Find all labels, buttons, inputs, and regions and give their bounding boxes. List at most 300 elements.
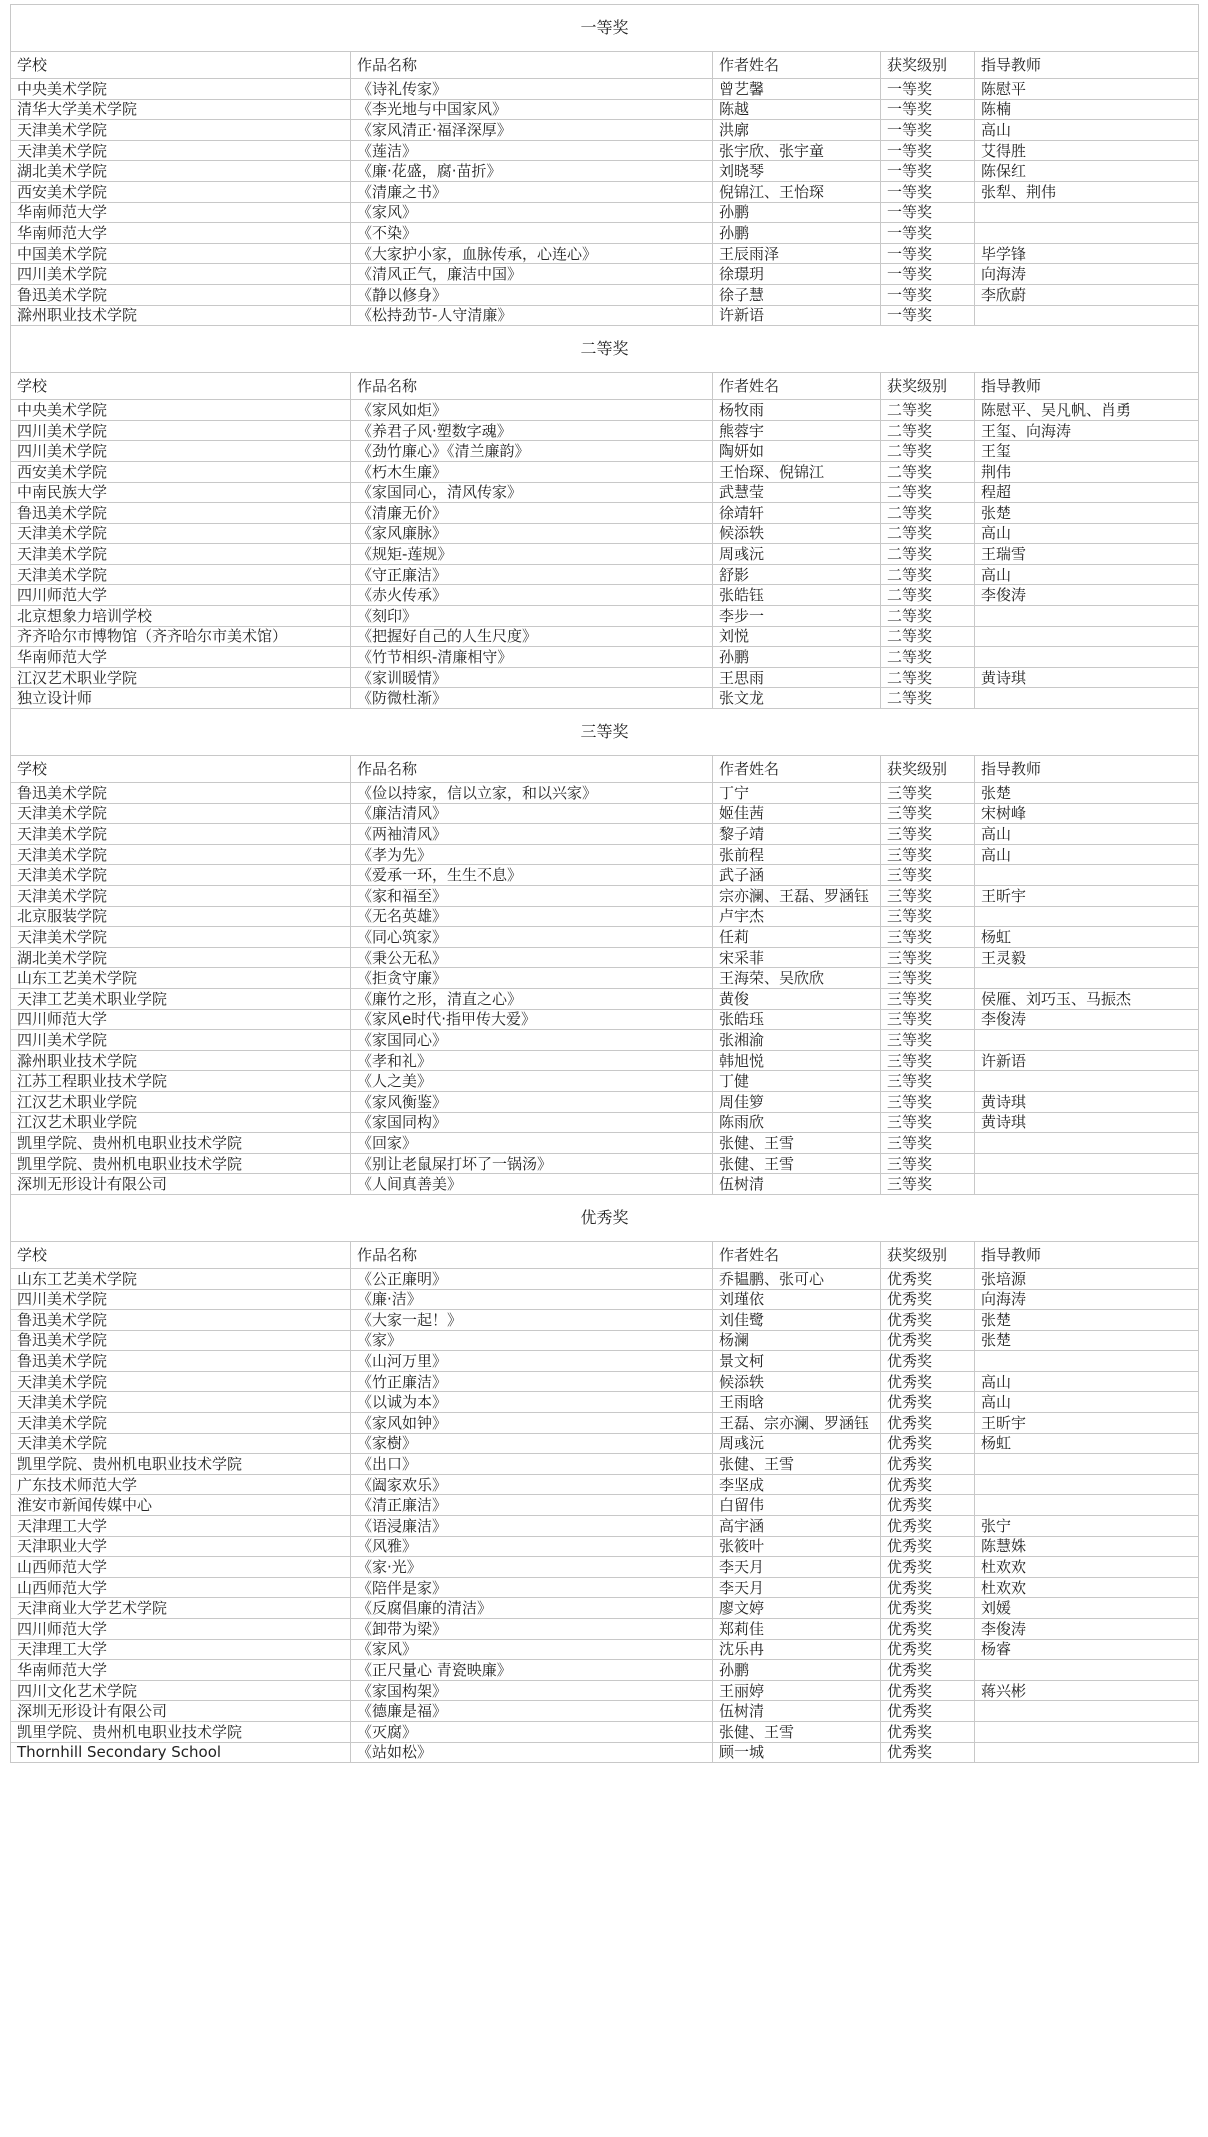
author-cell: 景文柯: [713, 1351, 881, 1372]
table-row: [11, 1495, 1199, 1516]
work-title-cell: 《卸带为梁》: [351, 1619, 713, 1640]
author-cell: 韩旭悦: [713, 1050, 881, 1071]
author-cell: 沈乐冉: [713, 1639, 881, 1660]
author-cell: 徐璟玥: [713, 264, 881, 285]
school-cell: 天津美术学院: [11, 1413, 351, 1434]
work-title-cell: 《家风如炬》: [351, 400, 713, 421]
section-title-row: [11, 5, 1199, 52]
award-level-cell: 三等奖: [881, 865, 975, 886]
award-level-cell: 一等奖: [881, 161, 975, 182]
table-row: [11, 1701, 1199, 1722]
work-title-cell: 《家国同心，清风传家》: [351, 482, 713, 503]
award-level-cell: 优秀奖: [881, 1268, 975, 1289]
table-row: [11, 140, 1199, 161]
advisor-cell: [975, 1495, 1199, 1516]
advisor-cell: [975, 1474, 1199, 1495]
award-level-cell: 优秀奖: [881, 1310, 975, 1331]
advisor-cell: 陈慧姝: [975, 1536, 1199, 1557]
table-row: [11, 1050, 1199, 1071]
award-level-cell: 一等奖: [881, 140, 975, 161]
award-level-cell: 优秀奖: [881, 1516, 975, 1537]
school-cell: 天津美术学院: [11, 120, 351, 141]
school-cell: 天津商业大学艺术学院: [11, 1598, 351, 1619]
column-header-row: [11, 52, 1199, 79]
table-row: [11, 1639, 1199, 1660]
school-cell: 天津美术学院: [11, 544, 351, 565]
table-row: [11, 1071, 1199, 1092]
advisor-cell: [975, 968, 1199, 989]
work-title-cell: 《廉洁清风》: [351, 803, 713, 824]
award-level-cell: 二等奖: [881, 544, 975, 565]
award-level-cell: 二等奖: [881, 400, 975, 421]
author-cell: 王海荣、吴欣欣: [713, 968, 881, 989]
work-title-cell: 《爱承一环，生生不息》: [351, 865, 713, 886]
table-row: [11, 1310, 1199, 1331]
advisor-cell: 陈慰平: [975, 79, 1199, 100]
author-cell: 郑莉佳: [713, 1619, 881, 1640]
author-cell: 武慧莹: [713, 482, 881, 503]
school-cell: 湖北美术学院: [11, 161, 351, 182]
author-cell: 张皓珏: [713, 1009, 881, 1030]
award-level-cell: 优秀奖: [881, 1351, 975, 1372]
work-title-cell: 《莲洁》: [351, 140, 713, 161]
work-title-cell: 《别让老鼠屎打坏了一锅汤》: [351, 1153, 713, 1174]
advisor-cell: [975, 1174, 1199, 1195]
author-cell: 杨牧雨: [713, 400, 881, 421]
advisor-cell: [975, 1742, 1199, 1763]
advisor-cell: 刘媛: [975, 1598, 1199, 1619]
award-table: [10, 4, 1199, 1763]
school-cell: 鲁迅美术学院: [11, 1351, 351, 1372]
advisor-cell: [975, 647, 1199, 668]
school-cell: 湖北美术学院: [11, 947, 351, 968]
work-title-cell: 《刻印》: [351, 606, 713, 627]
advisor-cell: 张楚: [975, 1330, 1199, 1351]
author-cell: 白留伟: [713, 1495, 881, 1516]
author-cell: 姬佳茜: [713, 803, 881, 824]
work-title-cell: 《家风廉脉》: [351, 523, 713, 544]
advisor-cell: 张楚: [975, 1310, 1199, 1331]
advisor-cell: 高山: [975, 1392, 1199, 1413]
author-cell: 洪廓: [713, 120, 881, 141]
advisor-cell: 张楚: [975, 783, 1199, 804]
school-cell: 山西师范大学: [11, 1557, 351, 1578]
author-cell: 武子涵: [713, 865, 881, 886]
school-cell: 天津理工大学: [11, 1639, 351, 1660]
school-cell: 滁州职业技术学院: [11, 1050, 351, 1071]
table-row: [11, 606, 1199, 627]
school-cell: 天津理工大学: [11, 1516, 351, 1537]
award-level-cell: 优秀奖: [881, 1392, 975, 1413]
school-cell: 北京服装学院: [11, 906, 351, 927]
column-header-author: 作者姓名: [713, 52, 881, 79]
school-cell: 齐齐哈尔市博物馆（齐齐哈尔市美术馆）: [11, 626, 351, 647]
work-title-cell: 《家风》: [351, 1639, 713, 1660]
table-row: [11, 1112, 1199, 1133]
author-cell: 王辰雨泽: [713, 243, 881, 264]
work-title-cell: 《不染》: [351, 223, 713, 244]
table-row: [11, 1680, 1199, 1701]
work-title-cell: 《清廉无价》: [351, 503, 713, 524]
table-row: [11, 223, 1199, 244]
table-row: [11, 824, 1199, 845]
school-cell: 华南师范大学: [11, 1660, 351, 1681]
award-level-cell: 三等奖: [881, 824, 975, 845]
advisor-cell: [975, 1030, 1199, 1051]
award-level-cell: 优秀奖: [881, 1536, 975, 1557]
award-level-cell: 三等奖: [881, 947, 975, 968]
advisor-cell: 王玺、向海涛: [975, 420, 1199, 441]
author-cell: 陈越: [713, 99, 881, 120]
table-row: [11, 1660, 1199, 1681]
author-cell: 曾艺馨: [713, 79, 881, 100]
table-row: [11, 1174, 1199, 1195]
advisor-cell: 张宁: [975, 1516, 1199, 1537]
section-title-row: [11, 326, 1199, 373]
work-title-cell: 《反腐倡廉的清洁》: [351, 1598, 713, 1619]
advisor-cell: 许新语: [975, 1050, 1199, 1071]
advisor-cell: 艾得胜: [975, 140, 1199, 161]
advisor-cell: [975, 688, 1199, 709]
author-cell: 杨澜: [713, 1330, 881, 1351]
award-level-cell: 三等奖: [881, 1091, 975, 1112]
table-row: [11, 1742, 1199, 1763]
advisor-cell: 陈楠: [975, 99, 1199, 120]
award-level-cell: 优秀奖: [881, 1639, 975, 1660]
section-title: 三等奖: [11, 709, 1199, 756]
work-title-cell: 《陪伴是家》: [351, 1577, 713, 1598]
table-row: [11, 564, 1199, 585]
school-cell: 江苏工程职业技术学院: [11, 1071, 351, 1092]
table-row: [11, 783, 1199, 804]
advisor-cell: [975, 865, 1199, 886]
school-cell: 清华大学美术学院: [11, 99, 351, 120]
work-title-cell: 《廉·洁》: [351, 1289, 713, 1310]
advisor-cell: 荆伟: [975, 461, 1199, 482]
work-title-cell: 《家国同构》: [351, 1112, 713, 1133]
author-cell: 徐子慧: [713, 284, 881, 305]
award-level-cell: 三等奖: [881, 844, 975, 865]
school-cell: 广东技术师范大学: [11, 1474, 351, 1495]
column-header-row: [11, 1241, 1199, 1268]
work-title-cell: 《家》: [351, 1330, 713, 1351]
school-cell: 山西师范大学: [11, 1577, 351, 1598]
advisor-cell: 高山: [975, 1371, 1199, 1392]
column-header-work-title: 作品名称: [351, 756, 713, 783]
author-cell: 高宇涵: [713, 1516, 881, 1537]
school-cell: 凯里学院、贵州机电职业技术学院: [11, 1454, 351, 1475]
work-title-cell: 《廉竹之形，清直之心》: [351, 988, 713, 1009]
award-level-cell: 二等奖: [881, 441, 975, 462]
author-cell: 黎子靖: [713, 824, 881, 845]
award-level-cell: 二等奖: [881, 585, 975, 606]
table-row: [11, 585, 1199, 606]
table-row: [11, 865, 1199, 886]
award-level-cell: 优秀奖: [881, 1495, 975, 1516]
work-title-cell: 《清廉之书》: [351, 181, 713, 202]
work-title-cell: 《养君子风·塑数字魂》: [351, 420, 713, 441]
advisor-cell: 向海涛: [975, 264, 1199, 285]
work-title-cell: 《家训暖情》: [351, 667, 713, 688]
advisor-cell: 张楚: [975, 503, 1199, 524]
work-title-cell: 《清风正气，廉洁中国》: [351, 264, 713, 285]
work-title-cell: 《清正廉洁》: [351, 1495, 713, 1516]
school-cell: 西安美术学院: [11, 461, 351, 482]
author-cell: 熊蓉宇: [713, 420, 881, 441]
school-cell: 天津美术学院: [11, 1392, 351, 1413]
work-title-cell: 《站如松》: [351, 1742, 713, 1763]
award-level-cell: 一等奖: [881, 79, 975, 100]
author-cell: 卢宇杰: [713, 906, 881, 927]
school-cell: 天津美术学院: [11, 844, 351, 865]
advisor-cell: 李俊涛: [975, 1009, 1199, 1030]
advisor-cell: 黄诗琪: [975, 667, 1199, 688]
award-level-cell: 三等奖: [881, 1153, 975, 1174]
column-header-award-level: 获奖级别: [881, 1241, 975, 1268]
award-level-cell: 二等奖: [881, 647, 975, 668]
column-header-advisor: 指导教师: [975, 756, 1199, 783]
advisor-cell: [975, 1133, 1199, 1154]
table-row: [11, 1516, 1199, 1537]
table-row: [11, 461, 1199, 482]
author-cell: 刘悦: [713, 626, 881, 647]
author-cell: 张前程: [713, 844, 881, 865]
advisor-cell: [975, 606, 1199, 627]
school-cell: Thornhill Secondary School: [11, 1742, 351, 1763]
work-title-cell: 《灭腐》: [351, 1721, 713, 1742]
school-cell: 山东工艺美术学院: [11, 1268, 351, 1289]
school-cell: 天津美术学院: [11, 886, 351, 907]
table-row: [11, 1433, 1199, 1454]
award-list-sheet: [10, 4, 1198, 1763]
advisor-cell: 王瑞雪: [975, 544, 1199, 565]
award-level-cell: 一等奖: [881, 223, 975, 244]
award-level-cell: 一等奖: [881, 243, 975, 264]
author-cell: 李天月: [713, 1557, 881, 1578]
work-title-cell: 《规矩-莲规》: [351, 544, 713, 565]
author-cell: 宗亦澜、王磊、罗涵钰: [713, 886, 881, 907]
advisor-cell: [975, 1454, 1199, 1475]
author-cell: 乔韫鹏、张可心: [713, 1268, 881, 1289]
table-row: [11, 1557, 1199, 1578]
advisor-cell: 张培源: [975, 1268, 1199, 1289]
work-title-cell: 《出口》: [351, 1454, 713, 1475]
table-row: [11, 1330, 1199, 1351]
work-title-cell: 《松持劲节-人守清廉》: [351, 305, 713, 326]
column-header-author: 作者姓名: [713, 756, 881, 783]
column-header-work-title: 作品名称: [351, 373, 713, 400]
column-header-advisor: 指导教师: [975, 52, 1199, 79]
school-cell: 北京想象力培训学校: [11, 606, 351, 627]
column-header-author: 作者姓名: [713, 1241, 881, 1268]
school-cell: 华南师范大学: [11, 223, 351, 244]
work-title-cell: 《人间真善美》: [351, 1174, 713, 1195]
school-cell: 鲁迅美术学院: [11, 284, 351, 305]
advisor-cell: [975, 223, 1199, 244]
table-row: [11, 667, 1199, 688]
advisor-cell: 杜欢欢: [975, 1557, 1199, 1578]
table-row: [11, 626, 1199, 647]
author-cell: 张皓钰: [713, 585, 881, 606]
school-cell: 江汉艺术职业学院: [11, 1112, 351, 1133]
school-cell: 四川文化艺术学院: [11, 1680, 351, 1701]
school-cell: 独立设计师: [11, 688, 351, 709]
table-row: [11, 947, 1199, 968]
work-title-cell: 《大家护小家，血脉传承，心连心》: [351, 243, 713, 264]
table-row: [11, 120, 1199, 141]
work-title-cell: 《阖家欢乐》: [351, 1474, 713, 1495]
author-cell: 李坚成: [713, 1474, 881, 1495]
work-title-cell: 《回家》: [351, 1133, 713, 1154]
award-level-cell: 一等奖: [881, 284, 975, 305]
advisor-cell: [975, 1071, 1199, 1092]
award-level-cell: 优秀奖: [881, 1619, 975, 1640]
school-cell: 江汉艺术职业学院: [11, 1091, 351, 1112]
advisor-cell: [975, 906, 1199, 927]
author-cell: 张健、王雪: [713, 1721, 881, 1742]
table-row: [11, 968, 1199, 989]
award-level-cell: 三等奖: [881, 1009, 975, 1030]
award-level-cell: 三等奖: [881, 1112, 975, 1133]
work-title-cell: 《山河万里》: [351, 1351, 713, 1372]
work-title-cell: 《家风》: [351, 202, 713, 223]
table-row: [11, 1091, 1199, 1112]
school-cell: 西安美术学院: [11, 181, 351, 202]
table-row: [11, 284, 1199, 305]
advisor-cell: 高山: [975, 824, 1199, 845]
school-cell: 天津美术学院: [11, 824, 351, 845]
work-title-cell: 《家国同心》: [351, 1030, 713, 1051]
column-header-school: 学校: [11, 1241, 351, 1268]
school-cell: 天津美术学院: [11, 564, 351, 585]
school-cell: 四川师范大学: [11, 585, 351, 606]
school-cell: 鲁迅美术学院: [11, 1330, 351, 1351]
award-level-cell: 二等奖: [881, 626, 975, 647]
advisor-cell: [975, 202, 1199, 223]
work-title-cell: 《德廉是福》: [351, 1701, 713, 1722]
work-title-cell: 《正尺量心 青瓷映廉》: [351, 1660, 713, 1681]
author-cell: 王思雨: [713, 667, 881, 688]
advisor-cell: 张犁、荆伟: [975, 181, 1199, 202]
award-level-cell: 一等奖: [881, 181, 975, 202]
section-title-row: [11, 1194, 1199, 1241]
work-title-cell: 《孝为先》: [351, 844, 713, 865]
school-cell: 四川美术学院: [11, 1289, 351, 1310]
author-cell: 张湘渝: [713, 1030, 881, 1051]
award-level-cell: 优秀奖: [881, 1577, 975, 1598]
table-row: [11, 1392, 1199, 1413]
work-title-cell: 《竹正廉洁》: [351, 1371, 713, 1392]
school-cell: 天津职业大学: [11, 1536, 351, 1557]
award-level-cell: 优秀奖: [881, 1433, 975, 1454]
award-level-cell: 三等奖: [881, 886, 975, 907]
table-row: [11, 99, 1199, 120]
advisor-cell: [975, 1721, 1199, 1742]
award-level-cell: 三等奖: [881, 1174, 975, 1195]
column-header-school: 学校: [11, 52, 351, 79]
work-title-cell: 《赤火传承》: [351, 585, 713, 606]
award-level-cell: 一等奖: [881, 305, 975, 326]
award-level-cell: 优秀奖: [881, 1413, 975, 1434]
advisor-cell: 陈保红: [975, 161, 1199, 182]
table-row: [11, 1153, 1199, 1174]
author-cell: 候添轶: [713, 1371, 881, 1392]
table-row: [11, 1598, 1199, 1619]
work-title-cell: 《公正廉明》: [351, 1268, 713, 1289]
section-title-row: [11, 709, 1199, 756]
author-cell: 张健、王雪: [713, 1133, 881, 1154]
school-cell: 四川师范大学: [11, 1619, 351, 1640]
school-cell: 天津美术学院: [11, 140, 351, 161]
advisor-cell: 高山: [975, 844, 1199, 865]
table-row: [11, 906, 1199, 927]
author-cell: 伍树清: [713, 1701, 881, 1722]
school-cell: 淮安市新闻传媒中心: [11, 1495, 351, 1516]
column-header-advisor: 指导教师: [975, 373, 1199, 400]
author-cell: 李天月: [713, 1577, 881, 1598]
award-level-cell: 二等奖: [881, 688, 975, 709]
author-cell: 周彧沅: [713, 544, 881, 565]
advisor-cell: 杨睿: [975, 1639, 1199, 1660]
award-level-cell: 三等奖: [881, 906, 975, 927]
school-cell: 天津美术学院: [11, 927, 351, 948]
section-title: 一等奖: [11, 5, 1199, 52]
author-cell: 任莉: [713, 927, 881, 948]
award-level-cell: 二等奖: [881, 461, 975, 482]
table-row: [11, 1371, 1199, 1392]
table-row: [11, 844, 1199, 865]
table-row: [11, 79, 1199, 100]
award-level-cell: 优秀奖: [881, 1454, 975, 1475]
work-title-cell: 《守正廉洁》: [351, 564, 713, 585]
column-header-row: [11, 756, 1199, 783]
award-level-cell: 三等奖: [881, 803, 975, 824]
advisor-cell: 王玺: [975, 441, 1199, 462]
table-row: [11, 523, 1199, 544]
school-cell: 中南民族大学: [11, 482, 351, 503]
author-cell: 丁健: [713, 1071, 881, 1092]
author-cell: 陈雨欣: [713, 1112, 881, 1133]
author-cell: 周彧沅: [713, 1433, 881, 1454]
work-title-cell: 《孝和礼》: [351, 1050, 713, 1071]
author-cell: 倪锦江、王怡琛: [713, 181, 881, 202]
work-title-cell: 《朽木生廉》: [351, 461, 713, 482]
table-row: [11, 202, 1199, 223]
column-header-school: 学校: [11, 756, 351, 783]
author-cell: 张文龙: [713, 688, 881, 709]
author-cell: 张筱叶: [713, 1536, 881, 1557]
column-header-advisor: 指导教师: [975, 1241, 1199, 1268]
author-cell: 张健、王雪: [713, 1454, 881, 1475]
award-level-cell: 二等奖: [881, 564, 975, 585]
table-row: [11, 1413, 1199, 1434]
award-level-cell: 优秀奖: [881, 1474, 975, 1495]
author-cell: 张宇欣、张宇童: [713, 140, 881, 161]
award-level-cell: 二等奖: [881, 482, 975, 503]
award-level-cell: 三等奖: [881, 968, 975, 989]
school-cell: 江汉艺术职业学院: [11, 667, 351, 688]
award-level-cell: 三等奖: [881, 1133, 975, 1154]
award-level-cell: 二等奖: [881, 667, 975, 688]
advisor-cell: 李欣蔚: [975, 284, 1199, 305]
award-level-cell: 二等奖: [881, 503, 975, 524]
author-cell: 孙鹏: [713, 202, 881, 223]
advisor-cell: [975, 1701, 1199, 1722]
author-cell: 李步一: [713, 606, 881, 627]
author-cell: 张健、王雪: [713, 1153, 881, 1174]
work-title-cell: 《人之美》: [351, 1071, 713, 1092]
advisor-cell: 王昕宇: [975, 886, 1199, 907]
